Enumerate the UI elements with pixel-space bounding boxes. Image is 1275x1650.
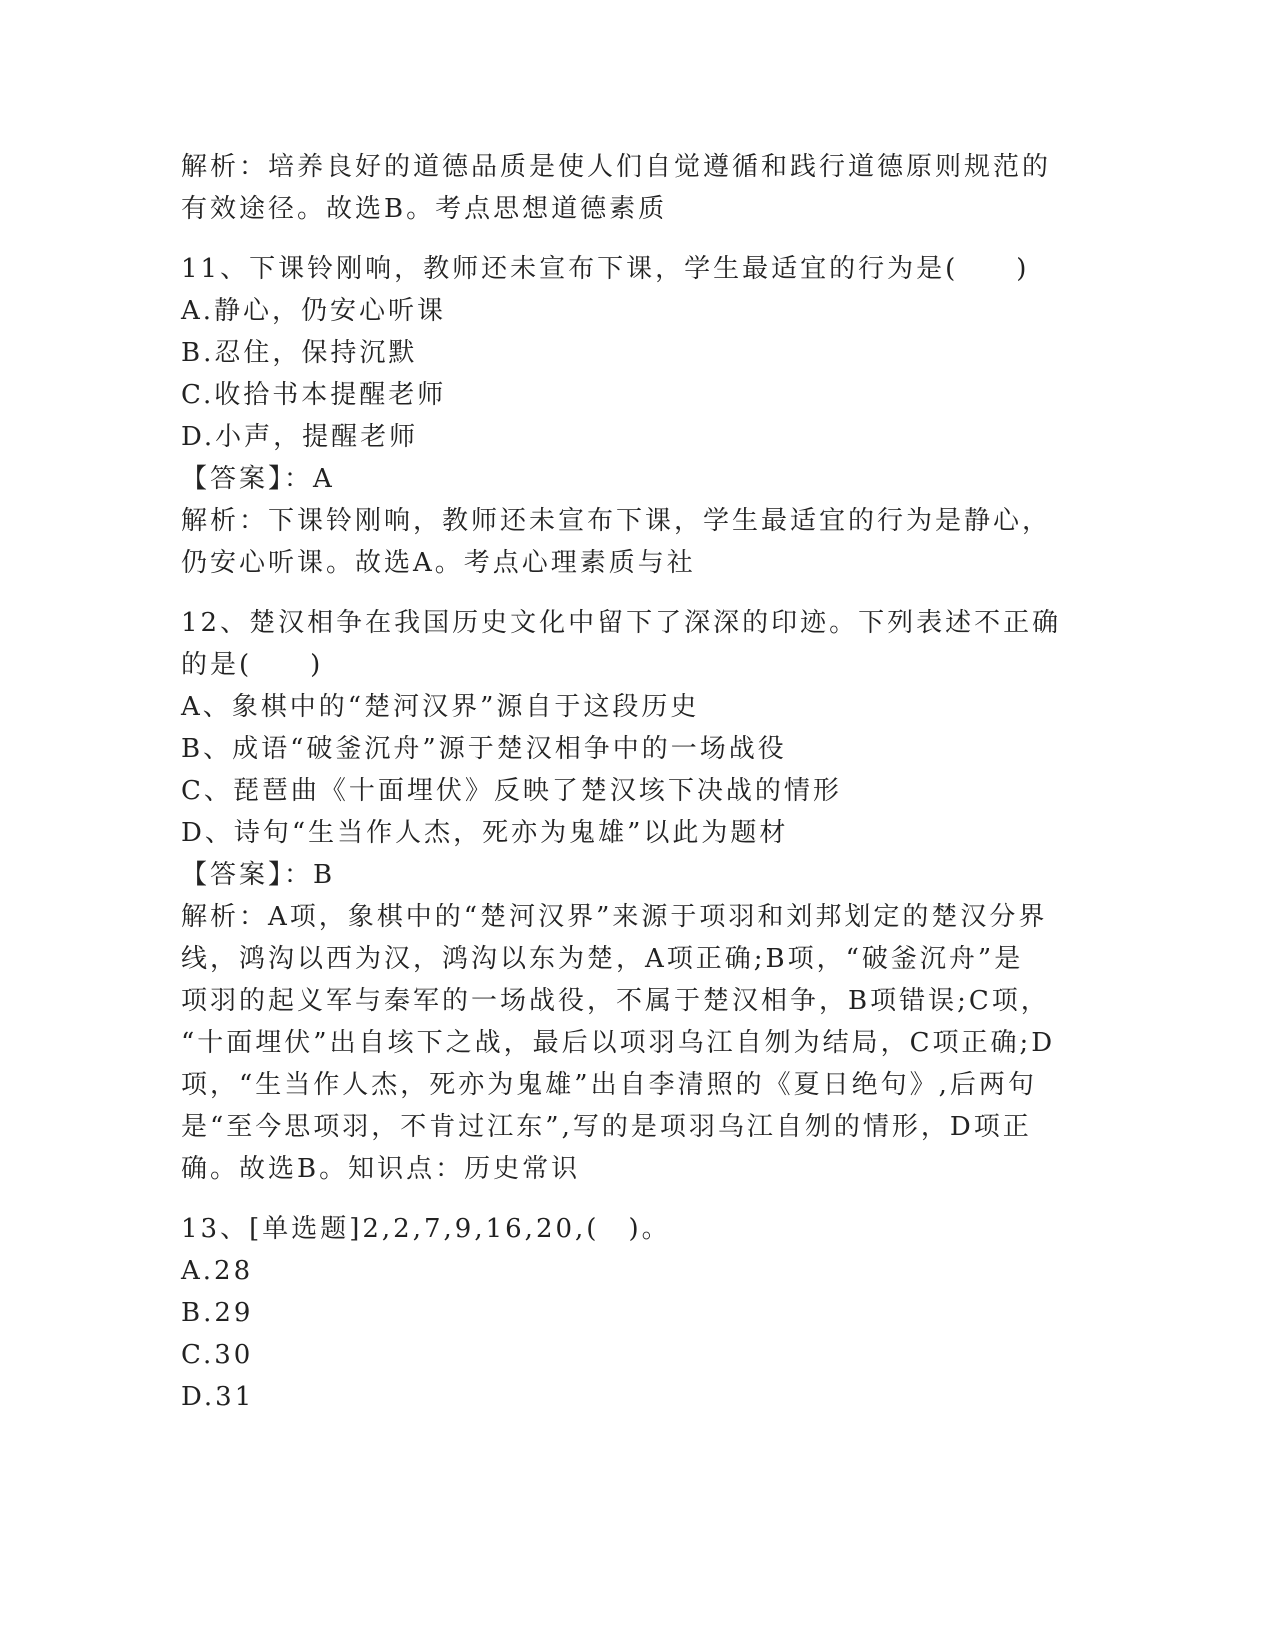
option-b: B.忍住，保持沉默 [181, 338, 418, 368]
answer: 【答案】：A [181, 464, 335, 494]
option-d: D.小声，提醒老师 [181, 422, 419, 452]
analysis-line: 线，鸿沟以西为汉，鸿沟以东为楚，A项正确;B项，“破釜沉舟”是 [181, 944, 1024, 974]
option-c: C、琵琶曲《十面埋伏》反映了楚汉垓下决战的情形 [181, 776, 842, 806]
option-a: A.28 [181, 1256, 254, 1286]
question-12 [181, 602, 1061, 1190]
question-11 [181, 248, 1061, 584]
option-d: D、诗句“生当作人杰，死亦为鬼雄”以此为题材 [181, 818, 789, 848]
analysis-line: 仍安心听课。故选A。考点心理素质与社 [181, 548, 696, 578]
answer: 【答案】：B [181, 860, 336, 890]
previous-analysis [181, 146, 1061, 230]
analysis-line: 项羽的起义军与秦军的一场战役，不属于楚汉相争，B项错误;C项， [181, 986, 1050, 1016]
option-d: D.31 [181, 1382, 255, 1412]
option-b: B.29 [181, 1298, 254, 1328]
analysis-line: 解析：下课铃刚响，教师还未宣布下课，学生最适宜的行为是静心， [181, 506, 1052, 536]
question-stem: 12、楚汉相争在我国历史文化中留下了深深的印迹。下列表述不正确 [181, 608, 1062, 638]
analysis-line: 项，“生当作人杰，死亦为鬼雄”出自李清照的《夏日绝句》,后两句 [181, 1070, 1037, 1100]
option-b: B、成语“破釜沉舟”源于楚汉相争中的一场战役 [181, 734, 787, 764]
question-stem: 11、下课铃刚响，教师还未宣布下课，学生最适宜的行为是( ) [181, 254, 1030, 284]
analysis-line: 确。故选B。知识点：历史常识 [181, 1154, 581, 1184]
analysis-line: 是“至今思项羽，不肯过江东”,写的是项羽乌江自刎的情形，D项正 [181, 1112, 1032, 1142]
option-a: A.静心，仍安心听课 [181, 296, 447, 326]
question-stem: 13、[单选题]2,2,7,9,16,20,( )。 [181, 1214, 671, 1244]
option-c: C.30 [181, 1340, 254, 1370]
option-a: A、象棋中的“楚河汉界”源自于这段历史 [181, 692, 700, 722]
option-c: C.收拾书本提醒老师 [181, 380, 447, 410]
question-13 [181, 1208, 1061, 1418]
analysis-line: 有效途径。故选B。考点思想道德素质 [181, 194, 668, 224]
document-page [181, 146, 1061, 1418]
question-stem: 的是( ) [181, 650, 324, 680]
analysis-line: 解析：A项，象棋中的“楚河汉界”来源于项羽和刘邦划定的楚汉分界 [181, 902, 1048, 932]
analysis-line: 解析：培养良好的道德品质是使人们自觉遵循和践行道德原则规范的 [181, 152, 1052, 182]
analysis-line: “十面埋伏”出自垓下之战，最后以项羽乌江自刎为结局，C项正确;D [181, 1028, 1056, 1058]
